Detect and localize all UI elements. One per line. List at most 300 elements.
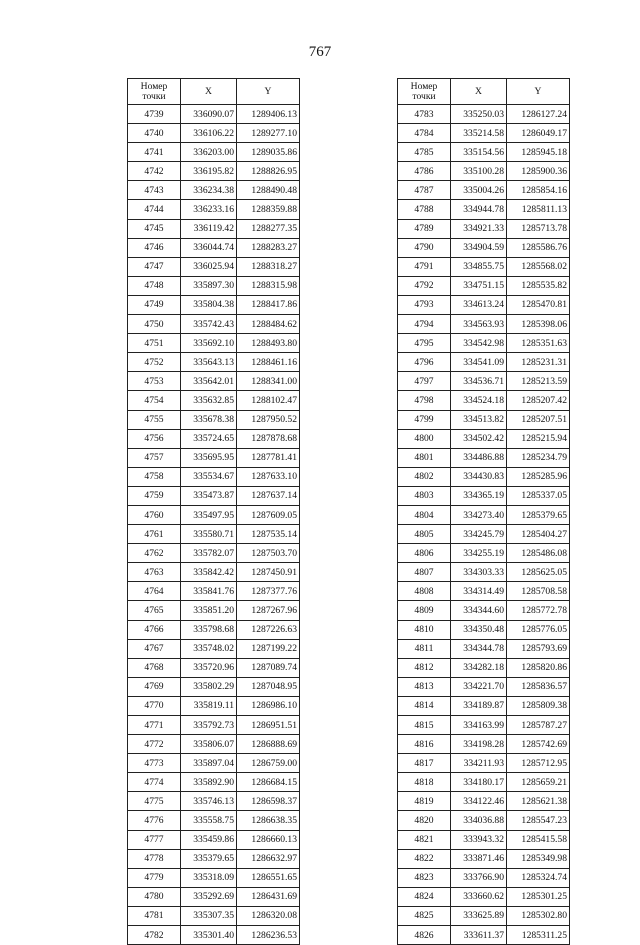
table-row xyxy=(128,505,300,524)
point-number-cell: 4794 xyxy=(398,315,451,334)
x-coordinate-cell: 335678.38 xyxy=(181,410,237,429)
y-coordinate-cell: 1285486.08 xyxy=(507,544,570,563)
y-coordinate-cell: 1288318.27 xyxy=(237,257,300,276)
table-row xyxy=(398,276,570,295)
table-row xyxy=(398,486,570,505)
table-row xyxy=(398,467,570,486)
x-coordinate-cell: 336119.42 xyxy=(181,219,237,238)
table-row xyxy=(128,773,300,792)
x-coordinate-cell: 335473.87 xyxy=(181,486,237,505)
point-number-cell: 4773 xyxy=(128,754,181,773)
table-row xyxy=(128,792,300,811)
x-coordinate-cell: 335819.11 xyxy=(181,696,237,715)
table-row xyxy=(398,677,570,696)
point-number-cell: 4741 xyxy=(128,143,181,162)
y-coordinate-cell: 1287503.70 xyxy=(237,544,300,563)
table-row xyxy=(128,467,300,486)
point-number-cell: 4812 xyxy=(398,658,451,677)
y-coordinate-cell: 1285213.59 xyxy=(507,372,570,391)
y-coordinate-cell: 1288283.27 xyxy=(237,238,300,257)
table-row xyxy=(128,315,300,334)
table-row xyxy=(128,238,300,257)
y-coordinate-cell: 1285349.98 xyxy=(507,849,570,868)
x-coordinate-cell: 334255.19 xyxy=(451,544,507,563)
table-row xyxy=(128,639,300,658)
y-coordinate-cell: 1287226.63 xyxy=(237,620,300,639)
y-coordinate-cell: 1286598.37 xyxy=(237,792,300,811)
table-row xyxy=(398,200,570,219)
x-coordinate-cell: 335692.10 xyxy=(181,334,237,353)
y-coordinate-cell: 1286632.97 xyxy=(237,849,300,868)
x-coordinate-cell: 334273.40 xyxy=(451,505,507,524)
y-coordinate-cell: 1285415.58 xyxy=(507,830,570,849)
y-coordinate-cell: 1285713.78 xyxy=(507,219,570,238)
y-coordinate-cell: 1287637.14 xyxy=(237,486,300,505)
table-row xyxy=(128,735,300,754)
point-number-cell: 4743 xyxy=(128,181,181,200)
point-number-cell: 4800 xyxy=(398,429,451,448)
x-coordinate-cell: 335642.01 xyxy=(181,372,237,391)
table-row xyxy=(398,926,570,945)
point-number-cell: 4806 xyxy=(398,544,451,563)
point-number-cell: 4795 xyxy=(398,334,451,353)
y-coordinate-cell: 1287950.52 xyxy=(237,410,300,429)
point-number-cell: 4776 xyxy=(128,811,181,830)
y-coordinate-cell: 1285900.36 xyxy=(507,162,570,181)
x-coordinate-cell: 335804.38 xyxy=(181,295,237,314)
y-coordinate-cell: 1286684.15 xyxy=(237,773,300,792)
table-row xyxy=(128,448,300,467)
x-coordinate-cell: 335307.35 xyxy=(181,906,237,925)
x-coordinate-cell: 336044.74 xyxy=(181,238,237,257)
point-number-cell: 4824 xyxy=(398,887,451,906)
x-coordinate-cell: 336106.22 xyxy=(181,124,237,143)
table-row xyxy=(398,181,570,200)
x-coordinate-cell: 335892.90 xyxy=(181,773,237,792)
point-number-cell: 4786 xyxy=(398,162,451,181)
page-number: 767 xyxy=(308,44,332,60)
x-coordinate-cell: 335720.96 xyxy=(181,658,237,677)
y-coordinate-cell: 1285231.31 xyxy=(507,353,570,372)
point-number-cell: 4739 xyxy=(128,105,181,124)
table-row xyxy=(128,391,300,410)
x-coordinate-cell: 335292.69 xyxy=(181,887,237,906)
x-coordinate-cell: 335558.75 xyxy=(181,811,237,830)
point-number-cell: 4820 xyxy=(398,811,451,830)
point-number-cell: 4793 xyxy=(398,295,451,314)
point-number-cell: 4772 xyxy=(128,735,181,754)
y-coordinate-cell: 1285337.05 xyxy=(507,486,570,505)
y-coordinate-cell: 1287048.95 xyxy=(237,677,300,696)
y-coordinate-cell: 1286127.24 xyxy=(507,105,570,124)
y-coordinate-cell: 1287089.74 xyxy=(237,658,300,677)
table-row xyxy=(398,849,570,868)
table-row xyxy=(398,162,570,181)
y-coordinate-cell: 1285311.25 xyxy=(507,926,570,945)
x-coordinate-cell: 334904.59 xyxy=(451,238,507,257)
x-coordinate-cell: 334189.87 xyxy=(451,696,507,715)
y-coordinate-cell: 1285742.69 xyxy=(507,735,570,754)
x-coordinate-cell: 335632.85 xyxy=(181,391,237,410)
table-row xyxy=(128,906,300,925)
table-row xyxy=(128,486,300,505)
table-row xyxy=(398,238,570,257)
point-number-cell: 4787 xyxy=(398,181,451,200)
x-coordinate-cell: 335842.42 xyxy=(181,563,237,582)
y-coordinate-cell: 1285787.27 xyxy=(507,716,570,735)
point-number-cell: 4811 xyxy=(398,639,451,658)
table-row xyxy=(128,716,300,735)
point-number-cell: 4796 xyxy=(398,353,451,372)
table-row xyxy=(128,276,300,295)
table-row xyxy=(128,601,300,620)
point-number-cell: 4810 xyxy=(398,620,451,639)
x-coordinate-cell: 336203.00 xyxy=(181,143,237,162)
table-row xyxy=(398,448,570,467)
table-row xyxy=(398,658,570,677)
table-row xyxy=(128,811,300,830)
table-header-row xyxy=(128,79,300,105)
table-row xyxy=(128,868,300,887)
y-coordinate-cell: 1285379.65 xyxy=(507,505,570,524)
x-coordinate-cell: 336233.16 xyxy=(181,200,237,219)
x-coordinate-cell: 334221.70 xyxy=(451,677,507,696)
x-coordinate-cell: 335841.76 xyxy=(181,582,237,601)
point-number-cell: 4742 xyxy=(128,162,181,181)
point-number-cell: 4785 xyxy=(398,143,451,162)
table-row xyxy=(398,754,570,773)
y-coordinate-cell: 1288826.95 xyxy=(237,162,300,181)
y-coordinate-cell: 1289406.13 xyxy=(237,105,300,124)
y-coordinate-cell: 1287633.10 xyxy=(237,467,300,486)
table-row xyxy=(398,639,570,658)
y-coordinate-cell: 1286660.13 xyxy=(237,830,300,849)
point-number-cell: 4749 xyxy=(128,295,181,314)
y-coordinate-cell: 1287267.96 xyxy=(237,601,300,620)
x-coordinate-cell: 335742.43 xyxy=(181,315,237,334)
table-row xyxy=(398,773,570,792)
table-row xyxy=(128,830,300,849)
x-coordinate-cell: 334282.18 xyxy=(451,658,507,677)
table-row xyxy=(398,716,570,735)
point-number-cell: 4748 xyxy=(128,276,181,295)
x-coordinate-cell: 334350.48 xyxy=(451,620,507,639)
table-row xyxy=(128,372,300,391)
point-number-cell: 4783 xyxy=(398,105,451,124)
y-coordinate-cell: 1285234.79 xyxy=(507,448,570,467)
table-row xyxy=(128,926,300,945)
x-coordinate-cell: 334211.93 xyxy=(451,754,507,773)
x-coordinate-cell: 334430.83 xyxy=(451,467,507,486)
y-coordinate-cell: 1287781.41 xyxy=(237,448,300,467)
x-coordinate-cell: 334344.60 xyxy=(451,601,507,620)
table-row xyxy=(398,563,570,582)
point-number-cell: 4768 xyxy=(128,658,181,677)
x-coordinate-cell: 335250.03 xyxy=(451,105,507,124)
table-row xyxy=(128,754,300,773)
x-coordinate-cell: 334502.42 xyxy=(451,429,507,448)
table-row xyxy=(398,429,570,448)
table-row xyxy=(128,677,300,696)
y-coordinate-cell: 1288315.98 xyxy=(237,276,300,295)
y-coordinate-cell: 1285793.69 xyxy=(507,639,570,658)
point-number-cell: 4740 xyxy=(128,124,181,143)
y-coordinate-cell: 1289035.86 xyxy=(237,143,300,162)
x-coordinate-cell: 333625.89 xyxy=(451,906,507,925)
point-number-cell: 4764 xyxy=(128,582,181,601)
y-coordinate-cell: 1286888.69 xyxy=(237,735,300,754)
point-number-cell: 4769 xyxy=(128,677,181,696)
point-number-cell: 4747 xyxy=(128,257,181,276)
point-number-cell: 4781 xyxy=(128,906,181,925)
table-row xyxy=(128,257,300,276)
y-coordinate-cell: 1285811.13 xyxy=(507,200,570,219)
y-coordinate-cell: 1285215.94 xyxy=(507,429,570,448)
table-row xyxy=(398,830,570,849)
y-coordinate-cell: 1287535.14 xyxy=(237,525,300,544)
point-number-cell: 4752 xyxy=(128,353,181,372)
y-coordinate-cell: 1287377.76 xyxy=(237,582,300,601)
point-number-cell: 4761 xyxy=(128,525,181,544)
table-row xyxy=(128,429,300,448)
x-coordinate-cell: 335580.71 xyxy=(181,525,237,544)
y-coordinate-cell: 1285302.80 xyxy=(507,906,570,925)
table-row xyxy=(128,410,300,429)
y-coordinate-cell: 1288461.16 xyxy=(237,353,300,372)
table-row xyxy=(398,505,570,524)
table-row xyxy=(398,219,570,238)
y-coordinate-cell: 1286638.35 xyxy=(237,811,300,830)
y-coordinate-cell: 1286551.65 xyxy=(237,868,300,887)
point-number-cell: 4816 xyxy=(398,735,451,754)
table-row xyxy=(398,525,570,544)
x-coordinate-cell: 335746.13 xyxy=(181,792,237,811)
table-row xyxy=(128,143,300,162)
point-number-cell: 4823 xyxy=(398,868,451,887)
x-coordinate-cell: 336025.94 xyxy=(181,257,237,276)
table-row xyxy=(128,620,300,639)
x-header: X xyxy=(181,79,237,105)
y-coordinate-cell: 1285708.58 xyxy=(507,582,570,601)
table-row xyxy=(128,295,300,314)
table-row xyxy=(128,525,300,544)
table-row xyxy=(398,811,570,830)
table-row xyxy=(398,315,570,334)
x-coordinate-cell: 335534.67 xyxy=(181,467,237,486)
table-row xyxy=(398,906,570,925)
table-row xyxy=(128,658,300,677)
point-number-cell: 4826 xyxy=(398,926,451,945)
point-number-cell: 4746 xyxy=(128,238,181,257)
point-number-cell: 4809 xyxy=(398,601,451,620)
y-coordinate-cell: 1287878.68 xyxy=(237,429,300,448)
x-coordinate-cell: 335806.07 xyxy=(181,735,237,754)
x-coordinate-cell: 334180.17 xyxy=(451,773,507,792)
y-coordinate-cell: 1285301.25 xyxy=(507,887,570,906)
point-number-cell: 4777 xyxy=(128,830,181,849)
y-coordinate-cell: 1288277.35 xyxy=(237,219,300,238)
point-number-header xyxy=(398,79,451,105)
point-number-cell: 4755 xyxy=(128,410,181,429)
y-coordinate-cell: 1288490.48 xyxy=(237,181,300,200)
table-row xyxy=(128,353,300,372)
point-number-cell: 4825 xyxy=(398,906,451,925)
point-number-cell: 4819 xyxy=(398,792,451,811)
table-row xyxy=(128,181,300,200)
y-coordinate-cell: 1285207.51 xyxy=(507,410,570,429)
table-row xyxy=(128,563,300,582)
table-row xyxy=(398,868,570,887)
x-coordinate-cell: 334855.75 xyxy=(451,257,507,276)
point-number-cell: 4804 xyxy=(398,505,451,524)
x-coordinate-cell: 335802.29 xyxy=(181,677,237,696)
point-number-cell: 4789 xyxy=(398,219,451,238)
point-number-cell: 4788 xyxy=(398,200,451,219)
y-coordinate-cell: 1285470.81 xyxy=(507,295,570,314)
table-row xyxy=(128,544,300,563)
point-number-cell: 4805 xyxy=(398,525,451,544)
x-coordinate-cell: 334536.71 xyxy=(451,372,507,391)
x-coordinate-cell: 334163.99 xyxy=(451,716,507,735)
point-number-cell: 4802 xyxy=(398,467,451,486)
point-number-cell: 4775 xyxy=(128,792,181,811)
point-number-cell: 4780 xyxy=(128,887,181,906)
point-number-cell: 4744 xyxy=(128,200,181,219)
x-coordinate-cell: 333943.32 xyxy=(451,830,507,849)
x-coordinate-cell: 335695.95 xyxy=(181,448,237,467)
table-row xyxy=(398,391,570,410)
point-number-cell: 4759 xyxy=(128,486,181,505)
point-number-cell: 4790 xyxy=(398,238,451,257)
point-number-cell: 4822 xyxy=(398,849,451,868)
y-coordinate-cell: 1287609.05 xyxy=(237,505,300,524)
y-coordinate-cell: 1285285.96 xyxy=(507,467,570,486)
point-number-cell: 4767 xyxy=(128,639,181,658)
point-number-cell: 4782 xyxy=(128,926,181,945)
y-coordinate-cell: 1285712.95 xyxy=(507,754,570,773)
point-number-cell: 4814 xyxy=(398,696,451,715)
table-row xyxy=(398,544,570,563)
x-coordinate-cell: 335782.07 xyxy=(181,544,237,563)
x-coordinate-cell: 334542.98 xyxy=(451,334,507,353)
x-header: X xyxy=(451,79,507,105)
table-row xyxy=(128,124,300,143)
point-number-cell: 4754 xyxy=(128,391,181,410)
point-number-cell: 4801 xyxy=(398,448,451,467)
x-coordinate-cell: 334524.18 xyxy=(451,391,507,410)
y-coordinate-cell: 1287199.22 xyxy=(237,639,300,658)
table-row xyxy=(398,887,570,906)
y-coordinate-cell: 1286951.51 xyxy=(237,716,300,735)
y-coordinate-cell: 1285568.02 xyxy=(507,257,570,276)
x-coordinate-cell: 335643.13 xyxy=(181,353,237,372)
x-coordinate-cell: 334944.78 xyxy=(451,200,507,219)
point-number-cell: 4821 xyxy=(398,830,451,849)
x-coordinate-cell: 334122.46 xyxy=(451,792,507,811)
point-number-cell: 4750 xyxy=(128,315,181,334)
table-row xyxy=(398,124,570,143)
x-coordinate-cell: 335100.28 xyxy=(451,162,507,181)
point-number-cell: 4770 xyxy=(128,696,181,715)
point-number-cell: 4760 xyxy=(128,505,181,524)
x-coordinate-cell: 334365.19 xyxy=(451,486,507,505)
y-coordinate-cell: 1285404.27 xyxy=(507,525,570,544)
point-number-cell: 4818 xyxy=(398,773,451,792)
point-number-header xyxy=(128,79,181,105)
point-number-cell: 4798 xyxy=(398,391,451,410)
x-coordinate-cell: 334613.24 xyxy=(451,295,507,314)
table-row xyxy=(398,696,570,715)
y-coordinate-cell: 1285621.38 xyxy=(507,792,570,811)
table-row xyxy=(128,887,300,906)
coordinates-table-right xyxy=(397,78,570,945)
y-coordinate-cell: 1285547.23 xyxy=(507,811,570,830)
table-row xyxy=(128,162,300,181)
y-coordinate-cell: 1288484.62 xyxy=(237,315,300,334)
x-coordinate-cell: 334513.82 xyxy=(451,410,507,429)
table-header-row xyxy=(398,79,570,105)
y-coordinate-cell: 1288417.86 xyxy=(237,295,300,314)
x-coordinate-cell: 335897.04 xyxy=(181,754,237,773)
x-coordinate-cell: 335004.26 xyxy=(451,181,507,200)
y-coordinate-cell: 1288341.00 xyxy=(237,372,300,391)
y-coordinate-cell: 1285535.82 xyxy=(507,276,570,295)
table-row xyxy=(398,620,570,639)
point-number-cell: 4762 xyxy=(128,544,181,563)
point-number-cell: 4756 xyxy=(128,429,181,448)
y-coordinate-cell: 1288102.47 xyxy=(237,391,300,410)
point-number-cell: 4763 xyxy=(128,563,181,582)
x-coordinate-cell: 335459.86 xyxy=(181,830,237,849)
table-row xyxy=(128,849,300,868)
table-row xyxy=(128,105,300,124)
point-number-cell: 4778 xyxy=(128,849,181,868)
x-coordinate-cell: 336234.38 xyxy=(181,181,237,200)
y-header: Y xyxy=(237,79,300,105)
table-row xyxy=(128,582,300,601)
x-coordinate-cell: 335214.58 xyxy=(451,124,507,143)
table-row xyxy=(398,334,570,353)
point-number-cell: 4753 xyxy=(128,372,181,391)
y-coordinate-cell: 1285945.18 xyxy=(507,143,570,162)
x-coordinate-cell: 335748.02 xyxy=(181,639,237,658)
x-coordinate-cell: 333660.62 xyxy=(451,887,507,906)
table-row xyxy=(398,257,570,276)
header-line-1: Номер xyxy=(410,80,438,92)
x-coordinate-cell: 334198.28 xyxy=(451,735,507,754)
x-coordinate-cell: 335851.20 xyxy=(181,601,237,620)
x-coordinate-cell: 333871.46 xyxy=(451,849,507,868)
table-row xyxy=(398,353,570,372)
y-coordinate-cell: 1285659.21 xyxy=(507,773,570,792)
y-coordinate-cell: 1286320.08 xyxy=(237,906,300,925)
coordinates-table-left xyxy=(127,78,300,945)
x-coordinate-cell: 334245.79 xyxy=(451,525,507,544)
x-coordinate-cell: 334563.93 xyxy=(451,315,507,334)
y-coordinate-cell: 1286986.10 xyxy=(237,696,300,715)
header-line-1: Номер xyxy=(140,80,168,92)
point-number-cell: 4766 xyxy=(128,620,181,639)
table-row xyxy=(128,696,300,715)
point-number-cell: 4745 xyxy=(128,219,181,238)
y-coordinate-cell: 1285324.74 xyxy=(507,868,570,887)
table-row xyxy=(398,105,570,124)
header-line-2: точки xyxy=(142,90,166,102)
x-coordinate-cell: 333611.37 xyxy=(451,926,507,945)
y-coordinate-cell: 1288359.88 xyxy=(237,200,300,219)
x-coordinate-cell: 334921.33 xyxy=(451,219,507,238)
y-header: Y xyxy=(507,79,570,105)
